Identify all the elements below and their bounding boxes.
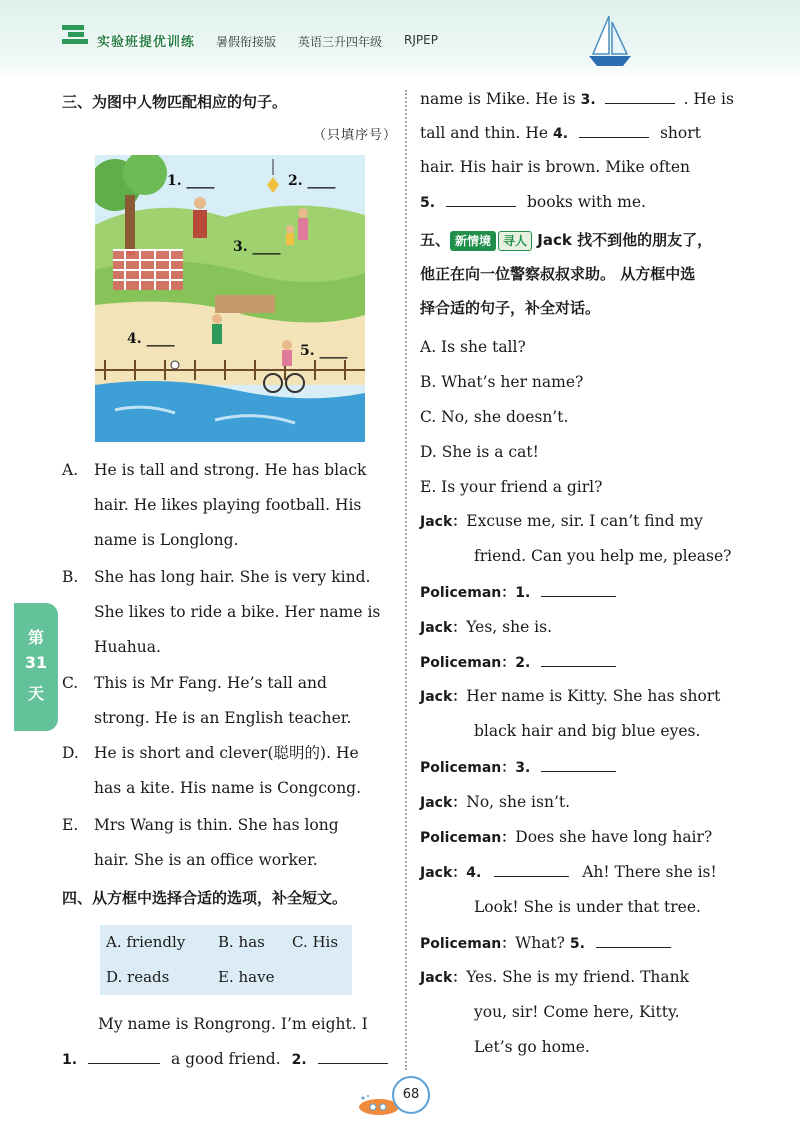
- blank-number: 3.: [515, 760, 531, 776]
- dialogue-line: you, sir! Come here, Kitty.: [474, 1003, 680, 1021]
- passage-line: hair. His hair is brown. Mike often: [420, 158, 690, 176]
- blank-number: 2.: [515, 655, 531, 671]
- section-5-title: [420, 222, 760, 258]
- passage-line: My name is Rongrong. I’m eight. I: [98, 1015, 368, 1033]
- dialogue-line: [420, 785, 760, 821]
- passage-line: [420, 116, 760, 152]
- dialogue-line: [420, 575, 760, 611]
- passage-line: [420, 185, 760, 221]
- option-text: has a kite. His name is Congcong.: [94, 779, 362, 797]
- day-tab-text: 天: [27, 684, 44, 703]
- blank-number: 3.: [580, 92, 596, 108]
- dialogue-line: [420, 645, 760, 681]
- blank-number: 5.: [569, 936, 585, 952]
- passage-text: a good friend.: [170, 1050, 281, 1068]
- section-3-note: （只填序号）: [312, 128, 397, 143]
- answer-blank-4[interactable]: [579, 123, 649, 138]
- picture-label-1: 1. ____: [167, 173, 215, 189]
- answer-blank-2[interactable]: [318, 1049, 388, 1064]
- dialogue-text: What?: [515, 934, 565, 952]
- picture-label-2: 2. ____: [288, 173, 336, 189]
- option-text: name is Longlong.: [94, 531, 239, 549]
- word-box: [100, 925, 352, 995]
- speaker-policeman: Policeman：: [420, 760, 516, 776]
- option-text: hair. She is an office worker.: [94, 851, 318, 869]
- dialogue-line: [420, 610, 760, 646]
- option-text: He is tall and strong. He has black: [94, 461, 367, 479]
- option-text: She has long hair. She is very kind.: [94, 568, 371, 586]
- option-text: hair. He likes playing football. His: [94, 496, 362, 514]
- picture-label-5: 5. ____: [300, 343, 348, 359]
- passage-text: tall and thin. He: [420, 124, 549, 142]
- speaker-jack: Jack：: [420, 689, 467, 705]
- section-5-prefix: 五、: [420, 231, 451, 249]
- speaker-policeman: Policeman：: [420, 585, 516, 601]
- passage-text: short: [659, 124, 701, 142]
- dialogue-blank-3[interactable]: [541, 757, 616, 772]
- passage-text: . He is: [683, 90, 734, 108]
- dialogue-line: black hair and big blue eyes.: [474, 722, 701, 740]
- blank-number: 5.: [420, 195, 436, 211]
- dialogue-text: No, she isn’t.: [466, 793, 571, 811]
- dialogue-blank-1[interactable]: [541, 582, 616, 597]
- speaker-jack: Jack：: [420, 865, 467, 881]
- dialogue-option: E. Is your friend a girl?: [420, 478, 603, 496]
- option-c: [62, 666, 397, 736]
- dialogue-option: C. No, she doesn’t.: [420, 408, 569, 426]
- answer-blank-3[interactable]: [605, 89, 675, 104]
- dialogue-line: [420, 820, 760, 856]
- dialogue-option: A. Is she tall?: [420, 338, 526, 356]
- picture-label-4: 4. ____: [127, 331, 175, 347]
- option-d: [62, 736, 397, 806]
- speaker-jack: Jack：: [420, 970, 467, 986]
- version-label: RJPEP: [404, 33, 438, 47]
- section-5-title-line: 择合适的句子，补全对话。: [420, 299, 601, 317]
- passage-line: [420, 82, 760, 118]
- day-side-tab: [14, 603, 58, 731]
- day-tab-number: 31: [24, 653, 48, 672]
- dialogue-text: Ah! There she is!: [582, 863, 717, 881]
- dialogue-line: Look! She is under that tree.: [474, 898, 701, 916]
- dialogue-line: friend. Can you help me, please?: [474, 547, 732, 565]
- speaker-jack: Jack：: [420, 795, 467, 811]
- dialogue-line: [420, 926, 760, 962]
- picture-label-3: 3. ____: [233, 239, 281, 255]
- option-text: He is short and clever(聪明的). He: [94, 744, 359, 762]
- option-text: This is Mr Fang. He’s tall and: [94, 674, 327, 692]
- answer-blank-5[interactable]: [446, 192, 516, 207]
- option-letter: A.: [62, 461, 79, 479]
- speaker-jack: Jack：: [420, 514, 467, 530]
- option-letter: C.: [62, 674, 79, 692]
- speaker-policeman: Policeman：: [420, 936, 516, 952]
- dialogue-text: Excuse me, sir. I can’t find my: [466, 512, 703, 530]
- passage-text: name is Mike. He is: [420, 90, 576, 108]
- passage-line: [62, 1042, 397, 1078]
- option-letter: B.: [62, 568, 79, 586]
- option-text: strong. He is an English teacher.: [94, 709, 352, 727]
- dialogue-line: [420, 855, 760, 891]
- option-text: Huahua.: [94, 638, 161, 656]
- option-letter: D.: [62, 744, 79, 762]
- blank-number: 4.: [466, 865, 482, 881]
- blank-number: 1.: [515, 585, 531, 601]
- answer-blank-1[interactable]: [88, 1049, 160, 1064]
- subject-label: 英语三升四年级: [298, 35, 383, 49]
- section-5-title-text: Jack 找不到他的朋友了，: [537, 231, 713, 249]
- option-e: [62, 808, 397, 878]
- blank-number: 4.: [553, 126, 569, 142]
- dialogue-line: [420, 750, 760, 786]
- day-tab-text: 第: [27, 628, 44, 647]
- speaker-jack: Jack：: [420, 620, 467, 636]
- dialogue-option: B. What’s her name?: [420, 373, 584, 391]
- option-text: Mrs Wang is thin. She has long: [94, 816, 339, 834]
- word-option: C. His: [292, 933, 339, 951]
- park-scene-illustration: [95, 155, 365, 442]
- blank-number: 2.: [291, 1052, 307, 1068]
- option-text: She likes to ride a bike. Her name is: [94, 603, 381, 621]
- section-5-title-line: 他正在向一位警察叔叔求助。 从方框中选: [420, 265, 696, 283]
- dialogue-text: Yes, she is.: [466, 618, 553, 636]
- dialogue-text: Does she have long hair?: [515, 828, 713, 846]
- dialogue-text: Her name is Kitty. She has short: [466, 687, 721, 705]
- section-4-title: 四、从方框中选择合适的选项，补全短文。: [62, 889, 348, 907]
- dialogue-line: [420, 679, 760, 715]
- sailboat-icon: [585, 12, 635, 72]
- dialogue-option: D. She is a cat!: [420, 443, 539, 461]
- book-logo-icon: [60, 22, 90, 48]
- dialogue-blank-2[interactable]: [541, 652, 616, 667]
- speaker-policeman: Policeman：: [420, 830, 516, 846]
- dialogue-line: [420, 960, 760, 996]
- column-divider: [405, 90, 407, 1070]
- dialogue-text: Yes. She is my friend. Thank: [466, 968, 690, 986]
- blank-number: 1.: [62, 1052, 78, 1068]
- word-option: E. have: [218, 968, 275, 986]
- word-option: A. friendly: [106, 933, 186, 951]
- edition-label: 暑假衔接版: [216, 35, 277, 49]
- new-context-tag: 新情境: [450, 231, 496, 251]
- find-person-tag: 寻人: [498, 231, 532, 251]
- speaker-policeman: Policeman：: [420, 655, 516, 671]
- dialogue-blank-5[interactable]: [596, 933, 671, 948]
- dialogue-blank-4[interactable]: [494, 862, 569, 877]
- page-number: 68: [392, 1076, 430, 1114]
- word-option: D. reads: [106, 968, 170, 986]
- option-a: [62, 453, 397, 558]
- dialogue-line: [420, 504, 760, 540]
- word-option: B. has: [218, 933, 265, 951]
- option-b: [62, 560, 397, 665]
- section-3-header: [62, 92, 397, 143]
- dialogue-line: Let’s go home.: [474, 1038, 590, 1056]
- series-title: 实验班提优训练: [97, 35, 196, 50]
- section-3-title: 三、为图中人物匹配相应的句子。: [62, 93, 288, 111]
- passage-text: books with me.: [526, 193, 646, 211]
- option-letter: E.: [62, 816, 79, 834]
